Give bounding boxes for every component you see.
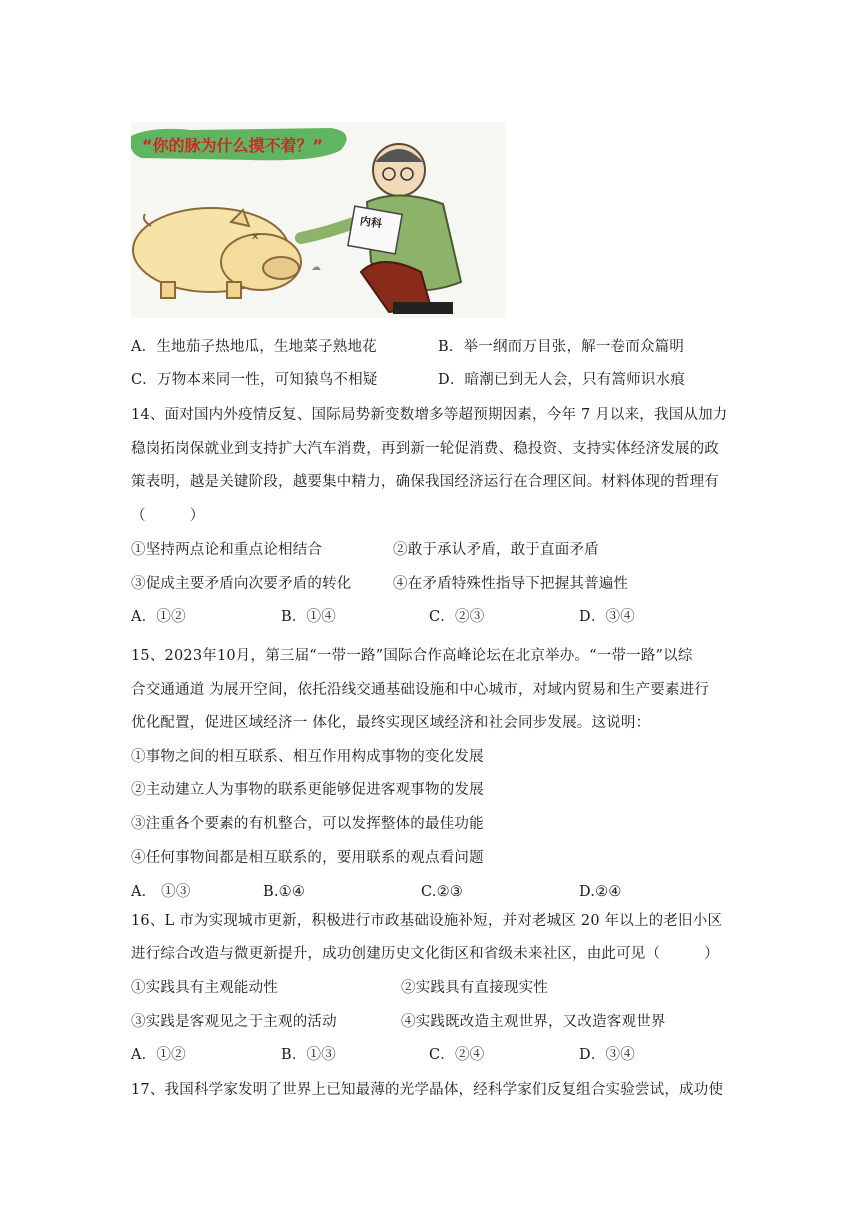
q15-option-c[interactable]: C.②③ — [421, 884, 463, 900]
q16-option-d[interactable]: D．③④ — [579, 1047, 635, 1063]
q14-statement-3: ③促成主要矛盾向次要矛盾的转化 — [131, 576, 352, 592]
q15-option-a[interactable]: A． ①③ — [131, 884, 191, 900]
cartoon-label: 内科 — [359, 214, 383, 231]
svg-text:✕: ✕ — [251, 232, 260, 243]
q15-stem-line: 15、2023年10月，第三届“一带一路”国际合作高峰论坛在北京举办。“一带一路”以综 — [131, 648, 693, 664]
q15-statement-3: ③注重各个要素的有机整合，可以发挥整体的最佳功能 — [131, 816, 484, 832]
q14-statements-row-2 — [131, 574, 629, 594]
q16-statement-3: ③实践是客观见之于主观的活动 — [131, 1014, 337, 1030]
q14-stem-line: 策表明，越是关键阶段，越要集中精力，确保我国经济运行在合理区间。材料体现的哲理有 — [131, 474, 719, 490]
q16-stem-line: 16、L 市为实现城市更新，积极进行市政基础设施补短，并对老城区 20 年以上的老旧小区 — [131, 913, 723, 929]
q15-stem-line: 优化配置，促进区域经济一 体化，最终实现区域经济和社会同步发展。这说明： — [131, 715, 651, 731]
q15-option-d[interactable]: D.②④ — [579, 884, 622, 900]
q14-option-c[interactable]: C．②③ — [429, 609, 485, 625]
q14-options — [131, 607, 635, 627]
q13-option-d[interactable]: D．暗潮已到无人会，只有篙师识水痕 — [438, 372, 686, 388]
q16-statement-1: ①实践具有主观能动性 — [131, 980, 278, 996]
q15-statement-2: ②主动建立人为事物的联系更能够促进客观事物的发展 — [131, 782, 484, 798]
q16-statement-4: ④实践既改造主观世界，又改造客观世界 — [401, 1014, 666, 1030]
q15-option-b[interactable]: B.①④ — [263, 884, 306, 900]
q14-stem-line: 稳岗拓岗保就业到支持扩大汽车消费，再到新一轮促消费、稳投资、支持实体经济发展的政 — [131, 441, 719, 457]
q14-statements-row-1 — [131, 540, 599, 560]
q16-option-b[interactable]: B．①③ — [281, 1047, 336, 1063]
q14-statement-4: ④在矛盾特殊性指导下把握其普遍性 — [393, 576, 629, 592]
q13-option-b[interactable]: B．举一纲而万目张，解一卷而众篇明 — [438, 339, 685, 355]
q13-options-row-2 — [131, 370, 686, 390]
q14-stem-line: 14、面对国内外疫情反复、国际局势新变数增多等超预期因素，今年 7 月以来，我国从加力 — [131, 407, 728, 423]
q16-option-a[interactable]: A．①② — [131, 1047, 186, 1063]
q13-option-a[interactable]: A．生地茄子热地瓜，生地菜子熟地花 — [131, 339, 377, 355]
q16-option-c[interactable]: C．②④ — [429, 1047, 485, 1063]
q16-statement-2: ②实践具有直接现实性 — [401, 980, 548, 996]
cartoon-caption: “你的脉为什么摸不着？” — [142, 136, 324, 155]
q16-stem-line: 进行综合改造与微更新提升，成功创建历史文化街区和省级未来社区，由此可见（ ） — [131, 946, 719, 962]
q14-option-a[interactable]: A．①② — [131, 609, 186, 625]
svg-text:☁: ☁ — [311, 262, 321, 273]
q15-options — [131, 882, 622, 902]
q14-answer-blank: （ ） — [131, 508, 205, 524]
q14-statement-1: ①坚持两点论和重点论相结合 — [131, 542, 323, 558]
q14-statement-2: ②敢于承认矛盾，敢于直面矛盾 — [393, 542, 599, 558]
q16-statements-row-1 — [131, 978, 548, 998]
q14-option-d[interactable]: D．③④ — [579, 609, 635, 625]
q14-option-b[interactable]: B．①④ — [281, 609, 336, 625]
q15-statement-1: ①事物之间的相互联系、相互作用构成事物的变化发展 — [131, 749, 484, 765]
q16-options — [131, 1045, 635, 1065]
q15-stem-line: 合交通通道 为展开空间，依托沿线交通基础设施和中心城市，对域内贸易和生产要素进行 — [131, 682, 710, 698]
q13-option-c[interactable]: C．万物本来同一性，可知猿鸟不相疑 — [131, 372, 378, 388]
q16-statements-row-2 — [131, 1012, 666, 1032]
q17-stem-line: 17、我国科学家发明了世界上已知最薄的光学晶体，经科学家们反复组合实验尝试，成功使 — [131, 1082, 724, 1098]
q13-options-row-1 — [131, 337, 685, 357]
q15-statement-4: ④任何事物间都是相互联系的，要用联系的观点看问题 — [131, 850, 484, 866]
